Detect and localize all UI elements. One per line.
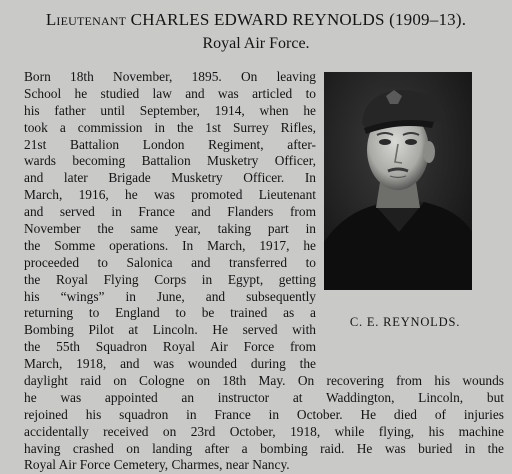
text-line: the Somme operations. In March, 1917, he — [24, 237, 316, 253]
photo-caption: C. E. REYNOLDS. — [349, 315, 461, 329]
portrait-photo — [324, 72, 472, 290]
text-line: and later Brigade Musketry Officer. In — [24, 170, 316, 186]
text-line: rejoined his squadron in France in October. He died of injuries — [24, 406, 504, 422]
text-line: and served in France and Flanders from — [24, 204, 316, 220]
text-line: having crashed on landing after a bombing raid. He was buried in the — [24, 440, 504, 456]
text-line: his father until September, 1914, when he — [24, 102, 316, 118]
text-line: Born 18th November, 1895. On leaving — [24, 69, 316, 84]
text-line: Royal Air Force Cemetery, Charmes, near Nancy. — [24, 457, 290, 473]
text-line: March, 1916, he was promoted Lieutenant — [24, 187, 316, 203]
text-line: the 55th Squadron Royal Air Force from — [24, 339, 316, 355]
title-years: (1909–13). — [389, 10, 467, 29]
portrait-image — [324, 72, 472, 290]
text-line: November the same year, taking part in — [24, 221, 316, 237]
text-line: School he studied law and was articled to — [24, 85, 316, 101]
title-name: CHARLES EDWARD REYNOLDS — [130, 10, 385, 29]
text-line: took a commission in the 1st Surrey Rifles, — [24, 119, 316, 135]
text-line: he was appointed an instructor at Waddington, Lincoln, but — [24, 389, 504, 405]
page-subtitle: Royal Air Force. — [202, 35, 310, 52]
text-line: daylight raid on Cologne on 18th May. On recovering from his wounds — [24, 373, 504, 389]
text-line: wards becoming Battalion Musketry Officer, — [24, 153, 316, 169]
text-line: March, 1918, and was wounded during the — [24, 356, 316, 372]
text-line: Bombing Pilot at Lincoln. He served with — [24, 322, 316, 338]
title-rank: Lieutenant — [45, 10, 127, 29]
text-line: 21st Battalion London Regiment, after- — [24, 136, 316, 152]
text-line: proceeded to Salonica and transferred to — [24, 254, 316, 270]
page-title — [0, 10, 512, 30]
text-line: the Royal Flying Corps in Egypt, getting — [24, 271, 316, 287]
text-line: returning to England to be trained as a — [24, 305, 316, 321]
text-line: his “wings” in June, and subsequently — [24, 288, 316, 304]
text-line: accidentally received on 23rd October, 1918, while flying, his machine — [24, 423, 504, 439]
